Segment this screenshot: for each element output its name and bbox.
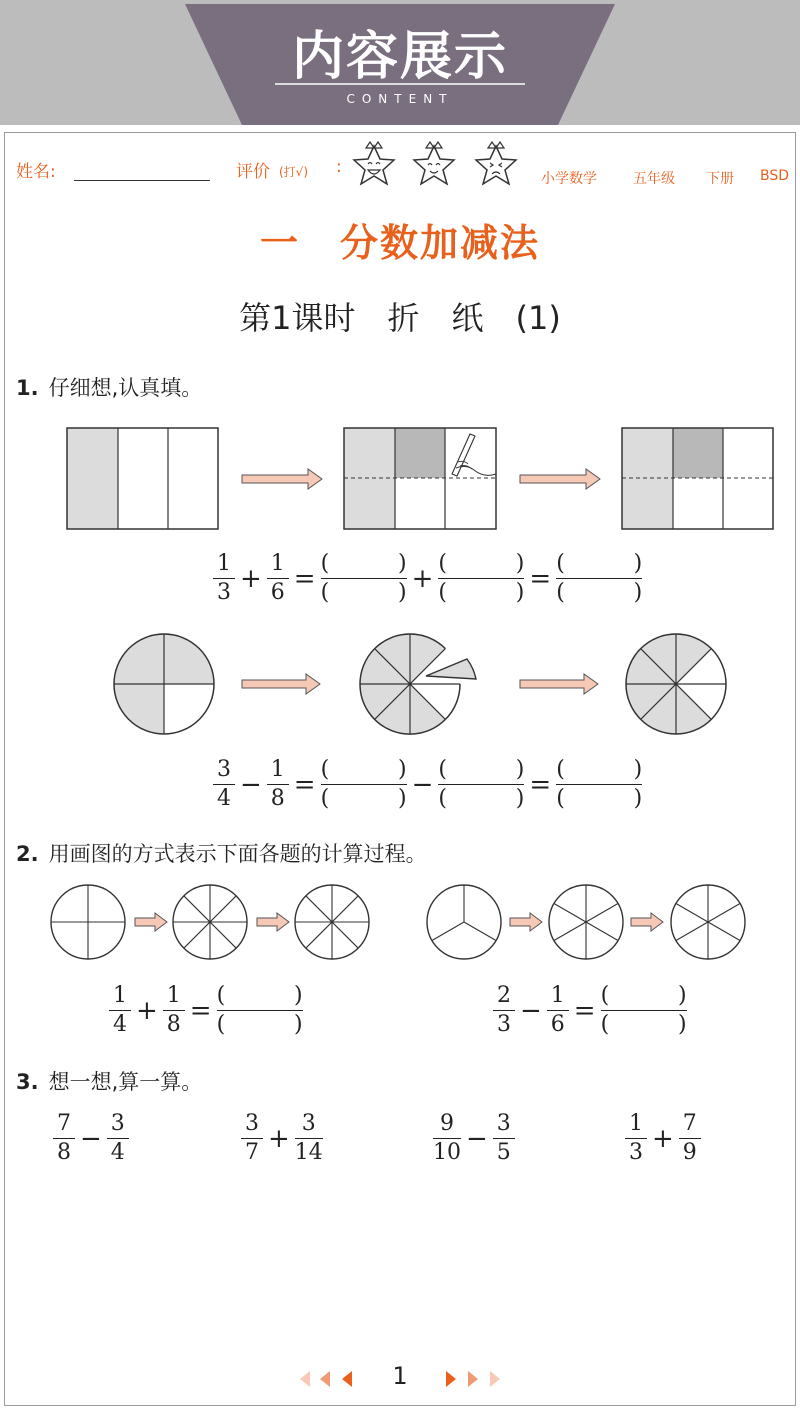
q1-number: 1. (16, 376, 39, 400)
q3-text: 想一想,算一算。 (48, 1070, 203, 1094)
answer-blank[interactable]: ( ) ( ) (556, 551, 643, 605)
arrow-icon (631, 913, 663, 931)
fraction: $\frac{1}{3}$ (213, 550, 235, 607)
q1-equation-2: $\frac{3}{4}$ − $\frac{1}{8}$ = ( ) ( ) − ( ) ( ) = ( ) ( ) (210, 756, 645, 813)
q2-text: 用画图的方式表示下面各题的计算过程。 (48, 842, 427, 866)
arrow-icon (520, 674, 598, 694)
next-page-icon[interactable] (440, 1368, 510, 1390)
q3-item-4: $\frac{1}{3}$ + $\frac{7}{9}$ (622, 1110, 704, 1167)
volume-label: 下册 (706, 171, 734, 187)
answer-blank[interactable]: ( ) ( ) (600, 983, 687, 1037)
star-smile-icon[interactable] (414, 142, 454, 184)
q1-equation-1: $\frac{1}{3}$ + $\frac{1}{6}$ = ( ) ( ) + ( ) ( ) = ( ) ( ) (210, 550, 645, 607)
edition-label: BSD (760, 168, 790, 184)
lesson-title: 第1课时 折 纸 (1) (239, 299, 561, 337)
answer-blank[interactable]: ( ) ( ) (556, 757, 643, 811)
star-sad-icon[interactable] (476, 142, 516, 184)
arrow-icon (242, 674, 320, 694)
arrow-icon (135, 913, 167, 931)
fraction: $\frac{1}{8}$ (267, 756, 289, 813)
fraction: $\frac{1}{8}$ (163, 982, 185, 1039)
eval-hint: (打√) (279, 165, 309, 179)
answer-blank[interactable]: ( ) ( ) (438, 551, 525, 605)
prev-page-icon[interactable] (296, 1368, 366, 1390)
arrow-icon (257, 913, 289, 931)
q1-heading (16, 372, 202, 402)
q3-item-2: $\frac{3}{7}$ + $\frac{3}{14}$ (238, 1110, 326, 1167)
q3-number: 3. (16, 1070, 39, 1094)
answer-blank[interactable]: ( ) ( ) (320, 551, 407, 605)
q2-number: 2. (16, 842, 39, 866)
q2-equation-right: $\frac{2}{3}$ − $\frac{1}{6}$ = ( ) ( ) (490, 982, 690, 1039)
star-happy-icon[interactable] (354, 142, 394, 184)
answer-blank[interactable]: ( ) ( ) (216, 983, 303, 1037)
fraction: $\frac{3}{4}$ (213, 756, 235, 813)
name-line[interactable] (74, 180, 210, 181)
q2-circle-diagram[interactable] (40, 878, 760, 968)
fraction: $\frac{2}{3}$ (493, 982, 515, 1039)
q2-heading (16, 838, 427, 868)
q3-item-1: $\frac{7}{8}$ − $\frac{3}{4}$ (50, 1110, 132, 1167)
q2-equation-left: $\frac{1}{4}$ + $\frac{1}{8}$ = ( ) ( ) (106, 982, 306, 1039)
q1-rect-diagram (60, 422, 780, 537)
q1-text: 仔细想,认真填。 (48, 376, 203, 400)
fraction: $\frac{1}{4}$ (109, 982, 131, 1039)
eval-colon: : (336, 157, 342, 177)
fraction: $\frac{1}{6}$ (267, 550, 289, 607)
page-number: 1 (392, 1362, 408, 1390)
arrow-icon (510, 913, 542, 931)
banner-title: 内容展示 (291, 27, 508, 87)
banner-subtitle: CONTENT (346, 92, 454, 106)
arrow-icon (520, 469, 600, 489)
banner (0, 0, 800, 125)
q3-heading (16, 1066, 202, 1096)
arrow-icon (242, 469, 322, 489)
hand-pencil-icon (452, 434, 496, 476)
answer-blank[interactable]: ( ) ( ) (320, 757, 407, 811)
name-label: 姓名: (16, 162, 56, 182)
chapter-title: 一 分数加减法 (259, 221, 540, 265)
eval-label: 评价 (236, 162, 270, 182)
q1-circle-diagram (100, 628, 740, 743)
fraction: $\frac{1}{6}$ (547, 982, 569, 1039)
subject-label: 小学数学 (541, 171, 597, 187)
answer-blank[interactable]: ( ) ( ) (438, 757, 525, 811)
q3-item-3: $\frac{9}{10}$ − $\frac{3}{5}$ (430, 1110, 518, 1167)
grade-label: 五年级 (633, 171, 675, 187)
rating-stars (346, 140, 536, 190)
